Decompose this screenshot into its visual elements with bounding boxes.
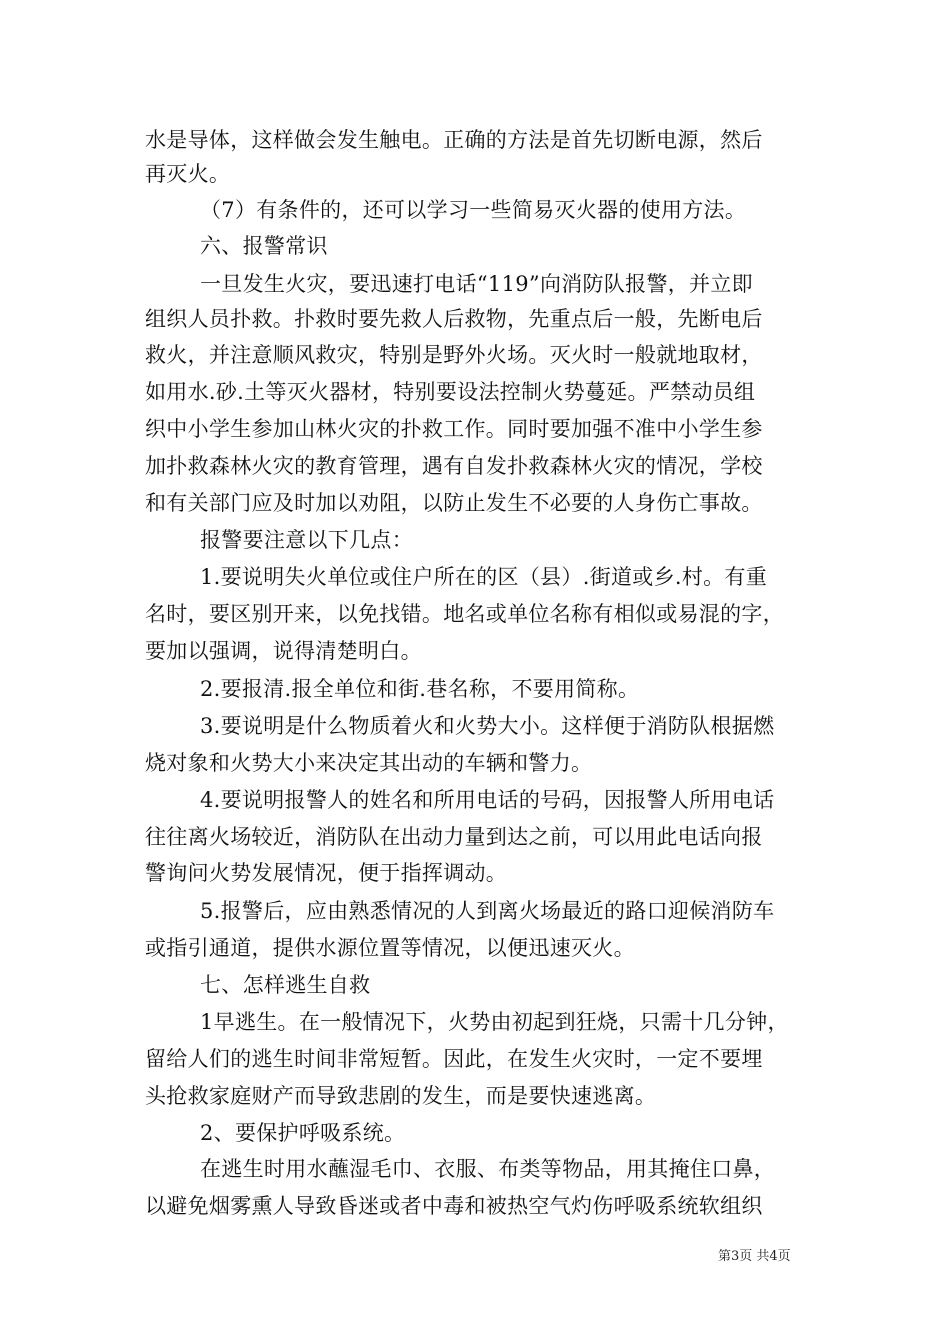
- text-line: 往往离火场较近，消防队在出动力量到达之前，可以用此电话向报: [145, 825, 763, 849]
- list-item: 5.报警后，应由熟悉情况的人到离火场最近的路口迎候消防车: [200, 899, 775, 923]
- text-line: 在逃生时用水蘸湿毛巾、衣服、布类等物品，用其掩住口鼻，: [200, 1157, 776, 1181]
- section-heading: 六、报警常识: [200, 234, 328, 258]
- text-line: 加扑救森林火灾的教育管理，遇有自发扑救森林火灾的情况，学校: [145, 454, 763, 478]
- text-line: 织中小学生参加山林火灾的扑救工作。同时要加强不准中小学生参: [145, 417, 763, 441]
- list-item: 4.要说明报警人的姓名和所用电话的号码，因报警人所用电话: [200, 788, 775, 812]
- text-line: （7）有条件的，还可以学习一些简易灭火器的使用方法。: [200, 198, 747, 222]
- list-item: 1.要说明失火单位或住户所在的区（县）.街道或乡.村。有重: [200, 565, 768, 589]
- text-line: 一旦发生火灾，要迅速打电话“119”向消防队报警，并立即: [200, 272, 753, 296]
- text-line: 和有关部门应及时加以劝阻，以防止发生不必要的人身伤亡事故。: [145, 491, 763, 515]
- section-heading: 七、怎样逃生自救: [200, 973, 371, 997]
- text-line: 报警要注意以下几点：: [200, 528, 413, 552]
- list-item: 2.要报清.报全单位和街.巷名称，不要用简称。: [200, 677, 640, 701]
- text-line: 救火，并注意顺风救灾，特别是野外火场。灭火时一般就地取材，: [145, 343, 763, 367]
- text-line: 水是导体，这样做会发生触电。正确的方法是首先切断电源，然后: [145, 128, 763, 152]
- text-line: 或指引通道，提供水源位置等情况，以便迅速灭火。: [145, 936, 635, 960]
- text-line: 再灭火。: [145, 162, 231, 186]
- text-line: 头抢救家庭财产而导致悲剧的发生，而是要快速逃离。: [145, 1084, 657, 1108]
- page-number: 第3页 共4页: [718, 1249, 791, 1264]
- text-line: 警询问火势发展情况，便于指挥调动。: [145, 861, 508, 885]
- text-line: 如用水.砂.土等灭火器材，特别要设法控制火势蔓延。严禁动员组: [145, 380, 756, 404]
- text-line: 组织人员扑救。扑救时要先救人后救物，先重点后一般，先断电后: [145, 307, 763, 331]
- list-item: 3.要说明是什么物质着火和火势大小。这样便于消防队根据燃: [200, 714, 775, 738]
- list-item: 1早逃生。在一般情况下，火势由初起到狂烧，只需十几分钟，: [200, 1010, 789, 1034]
- text-line: 以避免烟雾熏人导致昏迷或者中毒和被热空气灼伤呼吸系统软组织: [145, 1194, 763, 1218]
- text-line: 要加以强调，说得清楚明白。: [145, 639, 422, 663]
- list-item: 2、要保护呼吸系统。: [200, 1121, 406, 1145]
- text-line: 烧对象和火势大小来决定其出动的车辆和警力。: [145, 751, 593, 775]
- text-line: 留给人们的逃生时间非常短暂。因此，在发生火灾时，一定不要埋: [145, 1047, 763, 1071]
- text-line: 名时，要区别开来，以免找错。地名或单位名称有相似或易混的字，: [145, 602, 784, 626]
